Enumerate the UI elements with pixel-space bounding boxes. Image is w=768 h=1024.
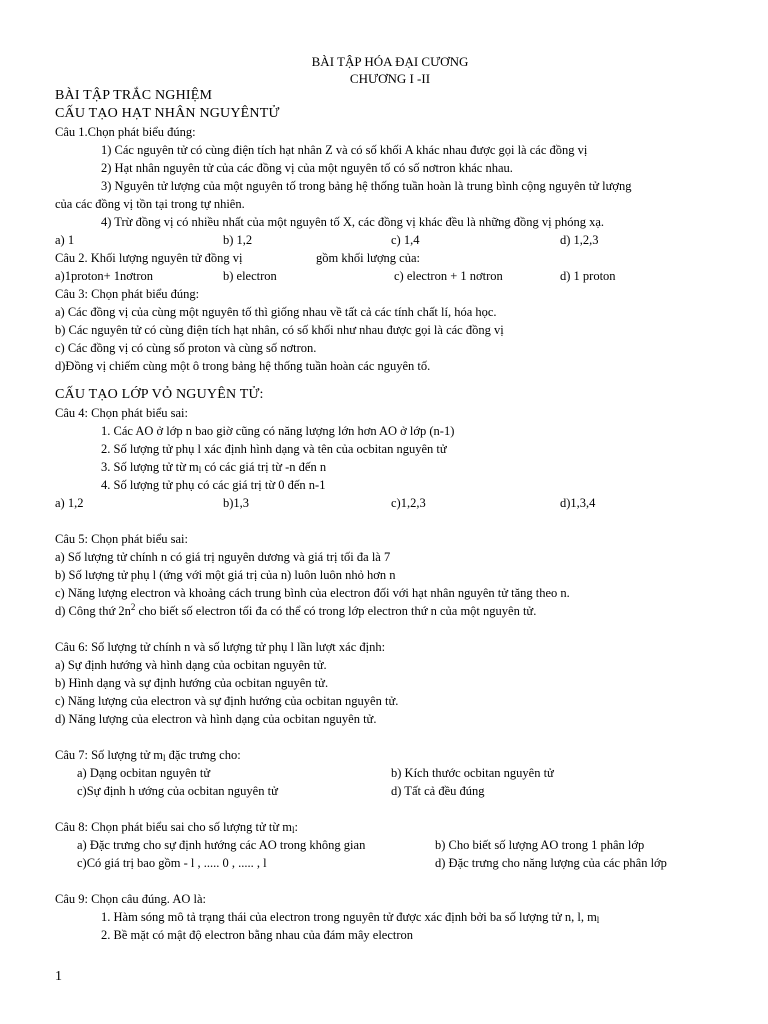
q2-stem-b: gồm khối lượng của: [316,251,420,265]
q4-statement-1: 1. Các AO ở lớp n bao giờ cũng có năng lượng lớn hơn AO ở lớp (n-1) [101,424,455,438]
page-number: 1 [55,969,62,984]
q6-stem: Câu 6: Số lượng tử chính n và số lượng tử phụ l lần lượt xác định: [55,640,386,654]
q8-option-d: d) Đặc trưng cho năng lượng của các phân lớp [435,856,667,870]
q3-option-c: c) Các đồng vị có cùng số proton và cùng số nơtron. [55,341,317,355]
q9-stem: Câu 9: Chọn câu đúng. AO là: [55,892,207,906]
q7-stem: Câu 7: Số lượng tử $m_l$ đặc trưng cho: [55,748,241,763]
q6-option-a: a) Sự định hướng và hình dạng của ocbitan nguyên tử. [55,658,327,672]
page-title: BÀI TẬP HÓA ĐẠI CƯƠNG [311,54,469,69]
q5-option-a: a) Số lượng tử chính n có giá trị nguyên dương và giá trị tối đa là 7 [55,550,391,564]
section-heading-quiz: BÀI TẬP TRẮC NGHIỆM [55,88,213,103]
q2-stem [55,249,755,267]
q2-option-c: c) electron + 1 nơtron [394,269,503,283]
q5-option-d: d) Công thứ $2n^2$ cho biết số electron tối đa có thể có trong lớp electron thứ n của một nguyên tử. [55,602,537,618]
q5-option-c: c) Năng lượng electron và khoảng cách trung bình của electron đối với hạt nhân nguyên tử tăng theo n. [55,586,570,600]
q6-option-b: b) Hình dạng và sự định hướng của ocbitan nguyên tử. [55,676,329,690]
q3-option-b: b) Các nguyên tử có cùng điện tích hạt nhân, có số khối như nhau được gọi là các đồng vị [55,323,504,337]
q8-options-row2 [55,854,755,872]
q6-option-d: d) Năng lượng của electron và hình dạng của ocbitan nguyên tử. [55,712,377,726]
q1-option-c: c) 1,4 [391,233,420,247]
q4-option-c: c)1,2,3 [391,496,426,510]
q1-option-d: d) 1,2,3 [560,233,599,247]
q9-statement-2: 2. Bề mặt có mật độ electron bằng nhau của đám mây electron [101,928,414,942]
section-nucleus [55,87,755,375]
q1-options [55,231,755,249]
q7-option-c: c)Sự định h ướng của ocbitan nguyên tử [77,784,278,798]
q4-option-b: b)1,3 [223,496,250,510]
q1-statement-1: 1) Các nguyên tử có cùng điện tích hạt nhân Z và có số khối A khác nhau được gọi là các đồng vị [101,143,588,157]
q3-option-a: a) Các đồng vị của cùng một nguyên tố thì giống nhau về tất cả các tính chất lí, hóa học. [55,305,497,319]
q3-stem: Câu 3: Chọn phát biểu đúng: [55,287,200,301]
q2-stem-a: Câu 2. Khối lượng nguyên tử đồng vị [55,251,243,265]
q2-option-b: b) electron [223,269,277,283]
q1-statement-3: 3) Nguyên tử lượng của một nguyên tố trong bảng hệ thống tuần hoàn là trung bình cộng nguyên tử lượng [101,179,632,193]
section-shell [55,386,755,944]
q4-options [55,494,755,512]
section-heading-nucleus: CẤU TẠO HẠT NHÂN NGUYÊNTỬ [55,106,280,121]
q5-stem: Câu 5: Chọn phát biểu sai: [55,532,188,546]
q2-options [55,267,755,285]
q4-statement-4: 4. Số lượng tử phụ có các giá trị từ 0 đến n-1 [101,478,326,492]
q8-option-c: c)Có giá trị bao gồm - l , ..... 0 , ..... , l [77,856,267,870]
section-heading-shell: CẤU TẠO LỚP VỎ NGUYÊN TỬ: [55,387,264,402]
q1-option-b: b) 1,2 [223,233,253,247]
q2-option-a: a)1proton+ 1nơtron [55,269,154,283]
q7-option-d: d) Tất cả đều đúng [391,784,485,798]
q8-options-row1 [55,836,755,854]
q4-statement-2: 2. Số lượng tử phụ l xác định hình dạng và tên của ocbitan nguyên tử [101,442,447,456]
q4-statement-3: 3. Số lượng tử từ $m_l$ có các giá trị từ -n đến n [101,460,327,475]
q8-option-b: b) Cho biết số lượng AO trong 1 phân lớp [435,838,645,852]
q1-stem: Câu 1.Chọn phát biểu đúng: [55,125,196,139]
q7-option-b: b) Kích thước ocbitan nguyên tử [391,766,554,780]
q5-option-b: b) Số lượng tử phụ l (ứng với một giá trị của n) luôn luôn nhỏ hơn n [55,568,396,582]
page-subtitle: CHƯƠNG I -II [349,71,431,86]
q7-options-row1 [55,764,755,782]
q9-statement-1: 1. Hàm sóng mô tả trạng thái của electron trong nguyên tử được xác định bởi ba số lượng tử n, l, $m_l$ [101,910,600,925]
q7-option-a: a) Dạng ocbitan nguyên tử [77,766,211,780]
q1-statement-3-cont: của các đồng vị tồn tại trong tự nhiên. [55,197,245,211]
q8-option-a: a) Đặc trưng cho sự định hướng các AO trong không gian [77,838,366,852]
q7-options-row2 [55,782,755,800]
q2-option-d: d) 1 proton [560,269,616,283]
q4-option-a: a) 1,2 [55,496,84,510]
q4-option-d: d)1,3,4 [560,496,596,510]
q3-option-d: d)Đồng vị chiếm cùng một ô trong bảng hệ thống tuần hoàn các nguyên tố. [55,359,431,373]
q4-stem: Câu 4: Chọn phát biểu sai: [55,406,188,420]
q1-option-a: a) 1 [55,233,75,247]
q1-statement-2: 2) Hạt nhân nguyên tử của các đồng vị của một nguyên tố có số nơtron khác nhau. [101,161,513,175]
q8-stem: Câu 8: Chọn phát biểu sai cho số lượng tử từ $m_l$: [55,820,298,835]
q1-statement-4: 4) Trừ đồng vị có nhiều nhất của một nguyên tố X, các đồng vị khác đều là những đồng vị phóng xạ. [101,215,605,229]
q6-option-c: c) Năng lượng của electron và sự định hướng của ocbitan nguyên tử. [55,694,399,708]
